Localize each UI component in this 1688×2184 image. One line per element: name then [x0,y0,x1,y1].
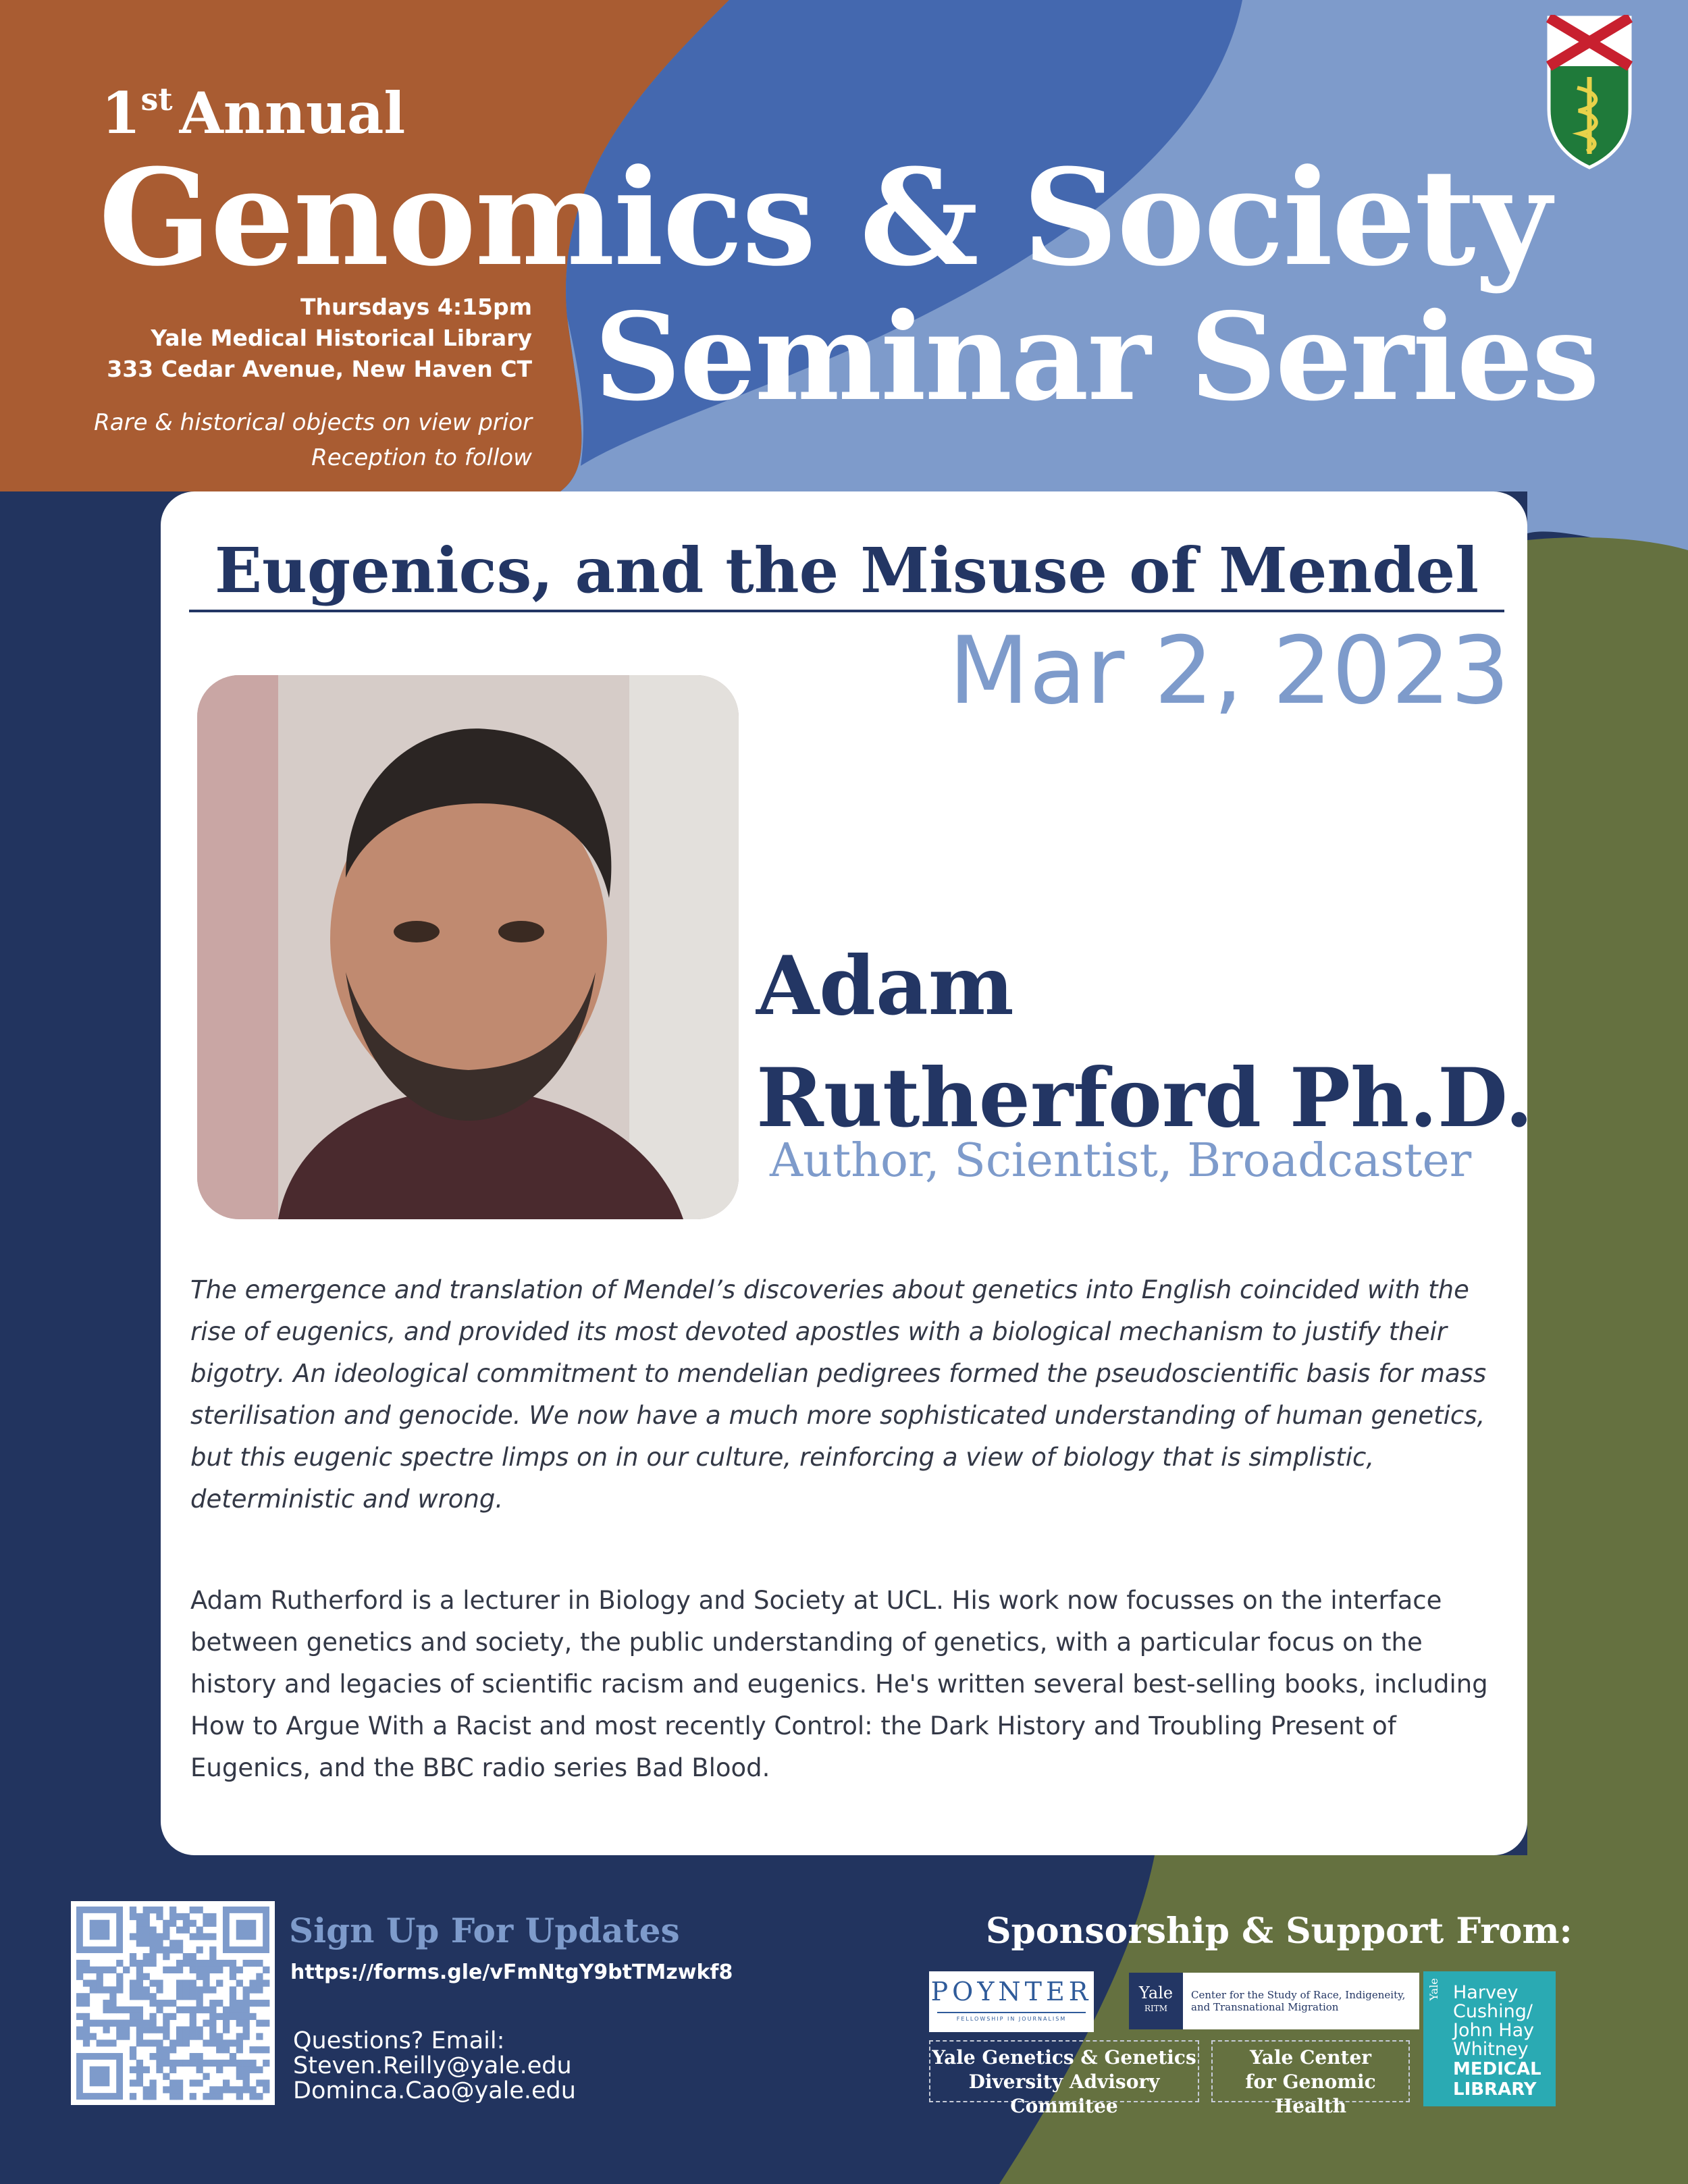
ritm-abbr: RITM [1144,2004,1168,2013]
event-time: Thursdays 4:15pm [300,294,532,320]
ritm-text [1191,1989,1414,2013]
series-title-line2: Seminar Series [594,286,1598,427]
signup-link[interactable]: https://forms.gle/vFmNtgY9btTMzwkf8 [290,1961,733,1984]
library-name [1453,1983,1534,2059]
email-steven[interactable]: Steven.Reilly@yale.edu [293,2052,572,2079]
library-line6: LIBRARY [1453,2079,1537,2100]
questions-label: Questions? Email: [293,2027,505,2054]
speaker-role: Author, Scientist, Broadcaster [770,1134,1472,1188]
poynter-name: POYNTER [930,1977,1092,2006]
speaker-first-name: Adam [756,938,1014,1034]
ritm-line2: and Transnational Migration [1191,2001,1339,2013]
event-date: Mar 2, 2023 [949,616,1510,725]
ritm-line1: Center for the Study of Race, Indigeneity, [1191,1989,1406,2001]
speaker-name [756,930,1533,1154]
note-reception: Reception to follow [311,444,532,471]
library-yale-side: Yale [1427,1978,1440,2001]
annual-label: 1st Annual [101,80,406,147]
genomic-health-logo [1211,2040,1410,2117]
medical-library-logo [1423,1971,1556,2106]
speaker-last-name: Rutherford Ph.D. [756,1050,1533,1146]
event-venue: Yale Medical Historical Library [151,325,532,351]
genomic-line2: for Genomic Health [1245,2071,1376,2117]
library-type [1453,2059,1541,2100]
library-line1: Harvey [1453,1982,1519,2003]
genetics-line2: Diversity Advisory Commitee [968,2071,1160,2117]
speaker-portrait-photo [197,675,739,1219]
poynter-rule [937,2012,1086,2013]
yale-genetics-logo [929,2040,1199,2117]
ritm-yale-block [1129,1973,1183,2029]
event-logistics [107,292,532,385]
signup-title: Sign Up For Updates [289,1911,680,1950]
contact-block [293,2029,576,2104]
genetics-line1: Yale Genetics & Genetics [932,2046,1196,2069]
speaker-bio: Adam Rutherford is a lecturer in Biology and Society at UCL. His work now focusses on the interface between genetics and society, the public understanding of genetics, with a particular focus on the history and legacies of scientific racism and eugenics. He's written several best-selling books, including How to Argue With a Racist and most recently Control: the Dark History and Troubling Present of Eugenics, and the BBC radio series Bad Blood. [190,1586,1488,1782]
talk-abstract: The emergence and translation of Mendel’s discoveries about genetics into English coincided with the rise of eugenics, and provided its most devoted apostles with a biological mechanism to justify their bigotry. An ideological commitment to mendelian pedigrees formed the pseudoscientific basis for mass sterilisation and genocide. We now have a much more sophisticated understanding of human genetics, but this eugenic spectre limps on in our culture, reinforcing a view of biology that is simplistic, deterministic and wrong. [190,1275,1487,1514]
poynter-logo [929,1971,1094,2032]
qr-code-pattern [71,1901,275,2105]
library-line5: MEDICAL [1453,2059,1541,2079]
title-underline [189,610,1504,612]
genomic-line1: Yale Center [1249,2046,1372,2069]
yale-medicine-shield-icon [1546,15,1633,170]
library-line2: Cushing/ [1453,2001,1533,2022]
talk-title: Eugenics, and the Misuse of Mendel [214,534,1479,607]
note-objects: Rare & historical objects on view prior [94,409,532,436]
sponsor-heading: Sponsorship & Support From: [986,1911,1573,1952]
portrait-image [197,675,739,1219]
event-notes [94,405,532,475]
event-address: 333 Cedar Avenue, New Haven CT [107,356,532,382]
ritm-logo [1129,1973,1419,2029]
qr-code-icon[interactable] [71,1901,275,2105]
email-dominca[interactable]: Dominca.Cao@yale.edu [293,2077,576,2104]
library-line4: Whitney [1453,2039,1529,2060]
series-title-line1: Genomics & Society [99,140,1550,296]
ritm-yale: Yale [1138,1983,1173,2002]
poynter-tagline: FELLOWSHIP IN JOURNALISM [956,2016,1067,2022]
library-line3: John Hay [1453,2020,1535,2041]
